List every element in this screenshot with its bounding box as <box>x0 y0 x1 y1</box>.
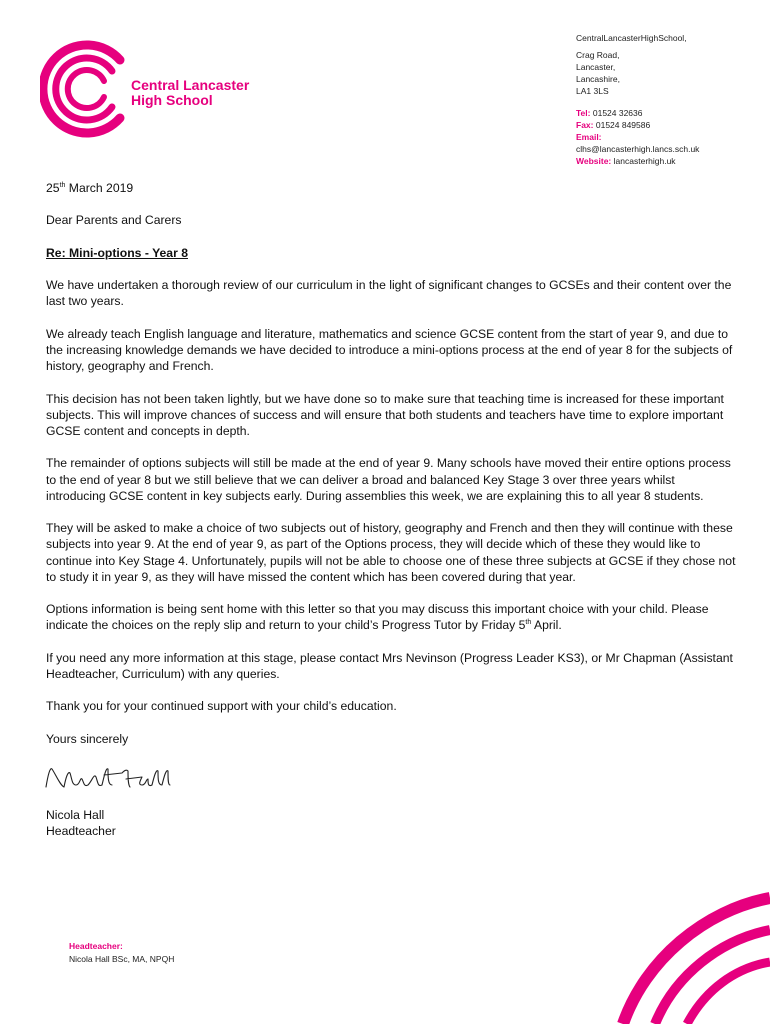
fax-line <box>576 119 699 131</box>
paragraph-6-end: April. <box>531 618 562 633</box>
corner-swoosh <box>615 880 770 1024</box>
website-label: Website: <box>576 156 612 166</box>
date-suffix: th <box>59 181 66 189</box>
address-line: Crag Road, <box>576 50 620 60</box>
paragraph-1: We have undertaken a thorough review of our curriculum in the light of significant changes to GCSEs and their content over the last two years. <box>46 278 732 309</box>
letter-body <box>46 180 736 839</box>
footer-label: Headteacher: <box>69 941 123 951</box>
school-name-line2: High School <box>131 92 213 108</box>
school-logo <box>40 40 130 138</box>
website-value: lancasterhigh.uk <box>613 156 676 166</box>
paragraph-6-text: Options information is being sent home with this letter so that you may discuss this important choice with your child. Please indicate the choices on the reply slip and return to your child’s Progress Tutor by Friday 5 <box>46 602 709 633</box>
salutation: Dear Parents and Carers <box>46 213 182 228</box>
fax-value: 01524 849586 <box>595 120 651 130</box>
date-rest: March 2019 <box>65 181 134 195</box>
school-name <box>131 78 249 108</box>
paragraph-3: This decision has not been taken lightly, but we have done so to make sure that teaching time is increased for these important subjects. This will improve chances of success and will ensure that both students and teachers have time to explore important GCSE content and concepts in depth. <box>46 391 724 438</box>
signer-name: Nicola Hall <box>46 807 105 822</box>
letter-subject: Re: Mini-options - Year 8 <box>46 245 188 260</box>
address-line: LA1 3LS <box>576 86 609 96</box>
school-address <box>576 32 699 167</box>
school-name-line1: Central Lancaster <box>131 77 250 93</box>
address-line: Lancashire, <box>576 74 620 84</box>
email-value: clhs@lancasterhigh.lancs.sch.uk <box>576 144 700 154</box>
tel-value: 01524 32636 <box>592 108 643 118</box>
paragraph-5: They will be asked to make a choice of two subjects out of history, geography and French and then they will continue with these subjects into year 9. At the end of year 9, as part of the Options process, they will decide which of these they would like to continue into Key Stage 4. Unfortunately, pupils will not be able to choose one of these three subjects at GCSE if they chose not to study it in year 9, as they will have missed the content which has been covered during that year. <box>46 521 736 584</box>
tel-label: Tel: <box>576 108 591 118</box>
address-line: Lancaster, <box>576 62 616 72</box>
website-line <box>576 155 699 167</box>
date-day: 25 <box>46 181 60 195</box>
closing: Yours sincerely <box>46 731 129 746</box>
paragraph-6 <box>46 601 736 633</box>
paragraph-7: If you need any more information at this stage, please contact Mrs Nevinson (Progress Leader KS3), or Mr Chapman (Assistant Headteacher, Curriculum) with any queries. <box>46 650 733 681</box>
footer <box>69 940 174 966</box>
fax-label: Fax: <box>576 120 594 130</box>
paragraph-6-sup: th <box>525 619 532 627</box>
paragraph-8: Thank you for your continued support with your child’s education. <box>46 699 397 714</box>
tel-line <box>576 107 699 119</box>
signer-title: Headteacher <box>46 824 116 839</box>
paragraph-4: The remainder of options subjects will still be made at the end of year 9. Many schools have moved their entire options process to the end of year 8 but we still believe that we can deliver a broad and balanced Key Stage 3 over three years whilst introducing GCSE content in key subjects early. During assemblies this week, we are explaining this to all year 8 students. <box>46 456 731 503</box>
footer-name: Nicola Hall BSc, MA, NPQH <box>69 954 175 964</box>
email-label: Email: <box>576 132 602 142</box>
address-line: CentralLancasterHighSchool, <box>576 33 687 43</box>
paragraph-2: We already teach English language and literature, mathematics and science GCSE content from the start of year 9, and due to the increasing knowledge demands we have decided to introduce a mini-options process at the end of year 8 for the subjects of history, geography and French. <box>46 326 733 374</box>
signature <box>42 757 172 797</box>
letter-date <box>46 180 736 196</box>
